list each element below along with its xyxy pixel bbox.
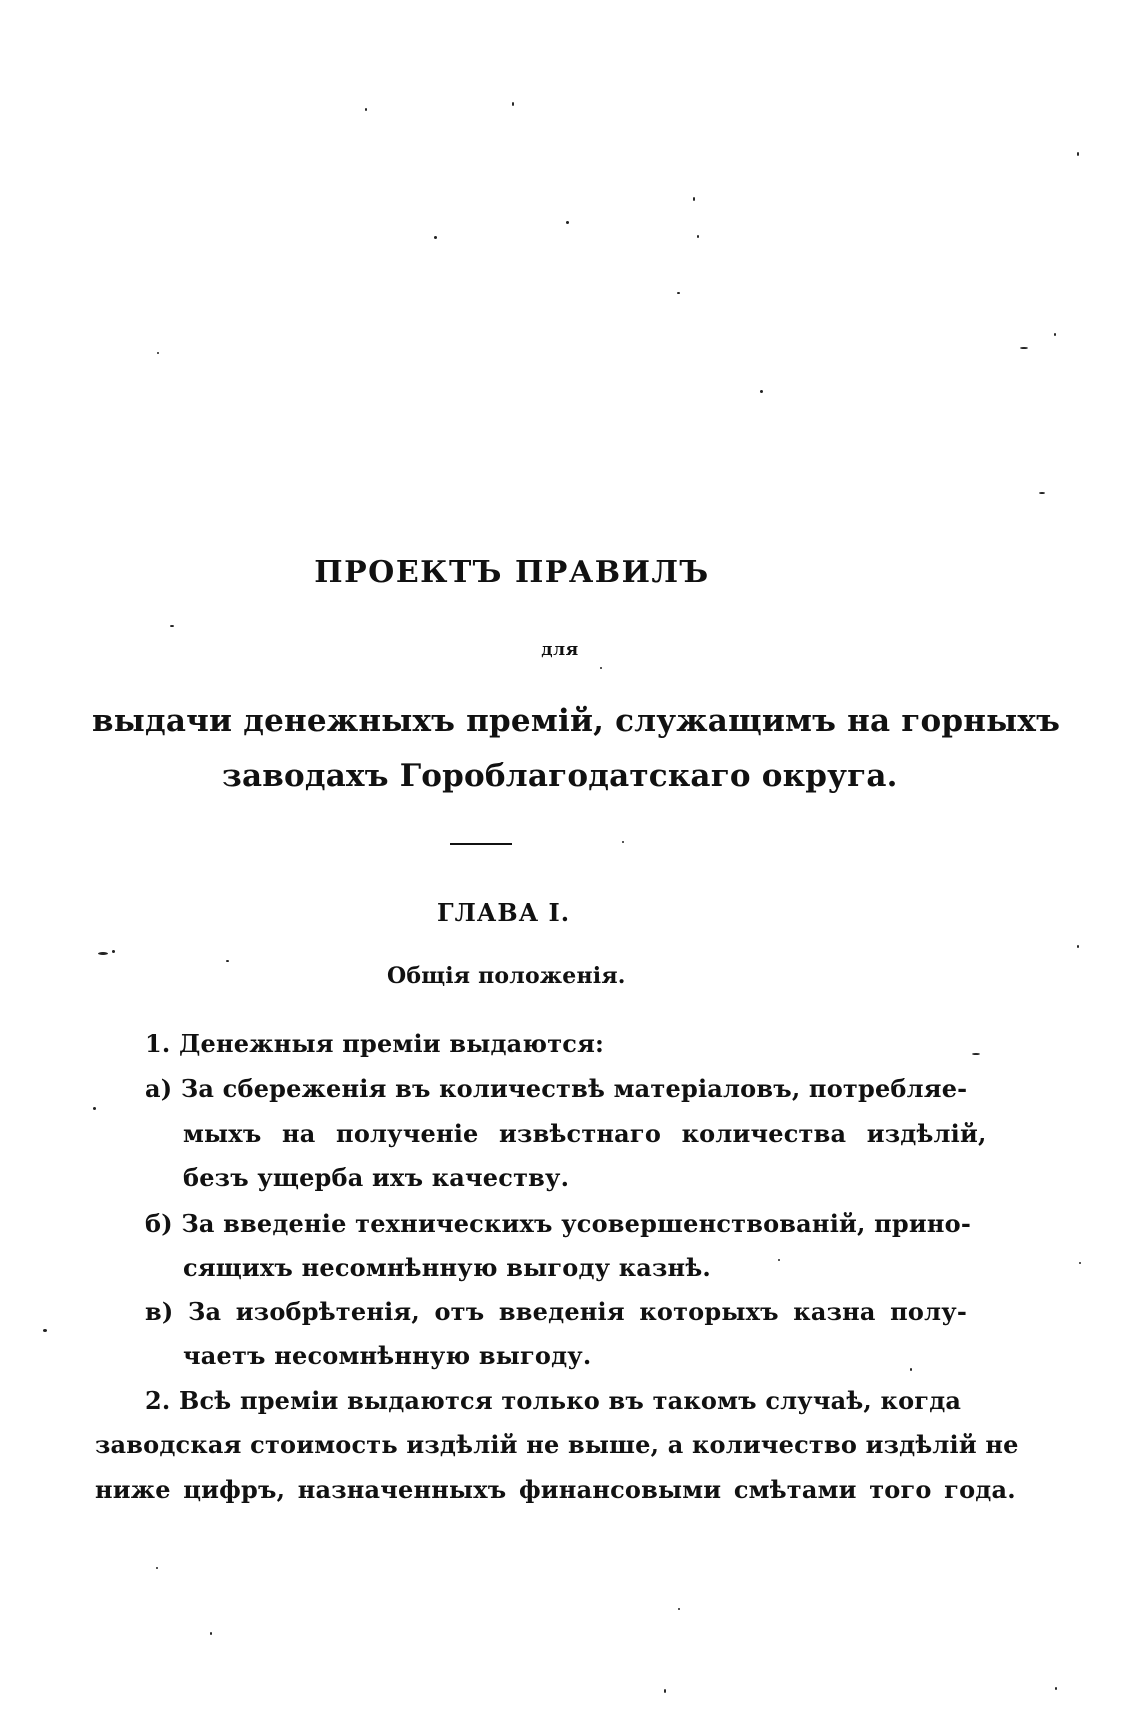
scan-speck <box>697 235 699 238</box>
section-divider <box>450 843 512 845</box>
scan-speck <box>156 1567 158 1569</box>
scan-speck <box>157 352 159 354</box>
scan-speck <box>1079 1262 1081 1264</box>
scan-speck <box>760 390 763 393</box>
document-title: ПРОЕКТЪ ПРАВИЛЪ <box>314 555 710 590</box>
scan-speck <box>566 221 569 224</box>
item-b-line-1: б) За введеніе техническихъ усовершенствованій, прино- <box>145 1209 972 1238</box>
scan-speck <box>600 667 602 669</box>
scan-speck <box>622 841 624 843</box>
item-a-line-1: а) За сбереженія въ количествѣ матеріаловъ, потребляе- <box>145 1074 968 1103</box>
item-c-line-2: чаетъ несомнѣнную выгоду. <box>183 1341 592 1370</box>
scan-speck <box>98 952 108 955</box>
scan-speck <box>434 236 437 239</box>
item-a-line-2: мыхъ на полученіе извѣстнаго количества издѣлій, <box>183 1119 987 1148</box>
item-a-line-3: безъ ущерба ихъ качеству. <box>183 1163 570 1192</box>
scan-speck <box>170 625 174 627</box>
scan-speck <box>512 102 514 106</box>
title-connector: для <box>541 640 579 660</box>
scan-speck <box>1020 347 1028 349</box>
document-subtitle-line-1: выдачи денежныхъ премій, служащимъ на горныхъ <box>92 703 1061 739</box>
item-c-line-1: в) За изобрѣтенія, отъ введенія которыхъ казна полу- <box>145 1297 967 1326</box>
scan-speck <box>1077 152 1079 156</box>
scan-speck <box>365 108 367 111</box>
paragraph-2-line-3: ниже цифръ, назначенныхъ финансовыми смѣтами того года. <box>95 1475 1016 1504</box>
scan-speck <box>1055 1687 1057 1690</box>
scan-speck <box>210 1632 212 1635</box>
scan-speck <box>112 950 115 953</box>
scan-speck <box>693 197 695 201</box>
paragraph-1-line: 1. Денежныя премiи выдаются: <box>145 1029 605 1058</box>
scan-speck <box>93 1107 96 1110</box>
scan-speck <box>664 1689 666 1693</box>
item-b-line-2: сящихъ несомнѣнную выгоду казнѣ. <box>183 1253 711 1282</box>
chapter-heading: ГЛАВА I. <box>437 898 571 927</box>
chapter-subheading: Общія положенія. <box>387 963 626 989</box>
scan-speck <box>972 1053 980 1055</box>
scan-speck <box>1039 492 1045 494</box>
scan-speck <box>1054 333 1056 336</box>
scan-speck <box>778 1259 780 1261</box>
scan-speck <box>677 292 680 294</box>
scan-speck <box>678 1608 680 1610</box>
scan-speck <box>910 1368 912 1371</box>
paragraph-2-line-2: заводская стоимость издѣлій не выше, а количество издѣлій не <box>95 1430 1019 1459</box>
paragraph-2-line-1: 2. Всѣ преміи выдаются только въ такомъ случаѣ, когда <box>145 1386 962 1415</box>
document-subtitle-line-2: заводахъ Гороблагодатскаго округа. <box>222 758 898 794</box>
scan-speck <box>43 1329 47 1332</box>
scan-speck <box>226 960 229 962</box>
scan-speck <box>1077 945 1079 948</box>
